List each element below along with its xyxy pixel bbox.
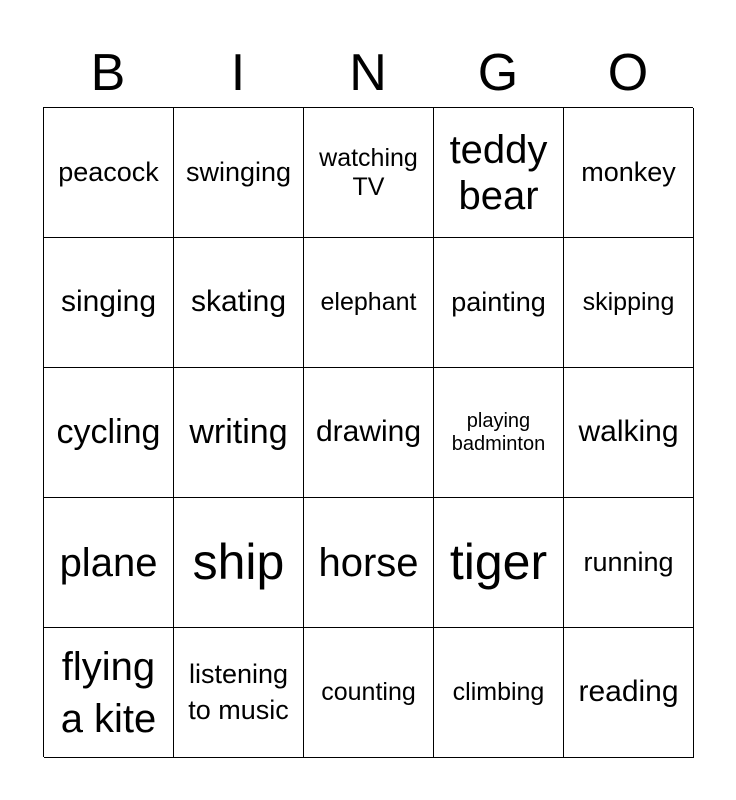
bingo-cell: skating: [174, 238, 304, 368]
bingo-cell: plane: [44, 498, 174, 628]
bingo-cell: swinging: [174, 108, 304, 238]
bingo-cell: climbing: [434, 628, 564, 758]
bingo-cell: horse: [304, 498, 434, 628]
bingo-cell: singing: [44, 238, 174, 368]
bingo-cell: painting: [434, 238, 564, 368]
bingo-cell: writing: [174, 368, 304, 498]
bingo-cell: skipping: [564, 238, 694, 368]
bingo-cell: elephant: [304, 238, 434, 368]
bingo-cell: counting: [304, 628, 434, 758]
header-letter-b: B: [90, 44, 126, 102]
bingo-cell: flying a kite: [44, 628, 174, 758]
header-letter-n: N: [349, 44, 387, 102]
header-letter-o: O: [607, 44, 649, 102]
bingo-cell: teddy bear: [434, 108, 564, 238]
bingo-cell: ship: [174, 498, 304, 628]
bingo-cell: watching TV: [304, 108, 434, 238]
bingo-cell: peacock: [44, 108, 174, 238]
header-letter-i: I: [230, 44, 246, 102]
bingo-cell: running: [564, 498, 694, 628]
bingo-cell: cycling: [44, 368, 174, 498]
bingo-cell: drawing: [304, 368, 434, 498]
bingo-cell: reading: [564, 628, 694, 758]
bingo-cell: monkey: [564, 108, 694, 238]
bingo-header: [43, 38, 693, 108]
bingo-cell: walking: [564, 368, 694, 498]
bingo-grid: [43, 107, 693, 757]
bingo-cell: tiger: [434, 498, 564, 628]
bingo-cell: playing badminton: [434, 368, 564, 498]
bingo-cell: listening to music: [174, 628, 304, 758]
header-letter-g: G: [477, 44, 519, 102]
